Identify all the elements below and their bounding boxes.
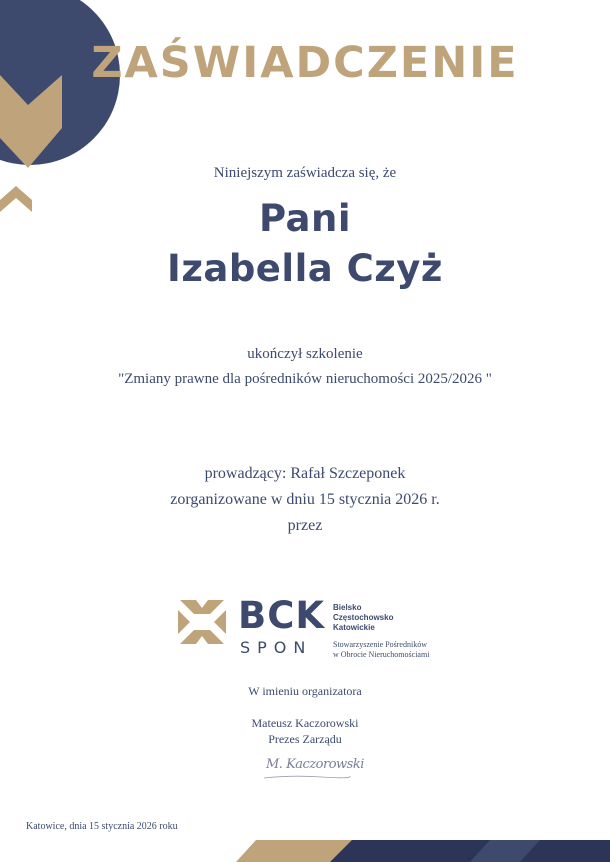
signature-underline	[262, 773, 352, 781]
certificate-title: ZAŚWIADCZENIE	[91, 38, 519, 88]
instructor-text: prowadzący: Rafał Szczeponek	[204, 465, 406, 482]
logo-mark-icon	[176, 596, 228, 648]
region-line: Częstochowsko	[333, 613, 394, 622]
region-line: Bielsko	[333, 603, 362, 612]
on-behalf-text: W imieniu organizatora	[248, 684, 362, 698]
recipient-name: Izabella Czyż	[167, 247, 443, 290]
region-line: Katowickie	[333, 623, 375, 632]
signer-name: Mateusz Kaczorowski	[251, 716, 359, 730]
logo-bck: BCK	[238, 594, 326, 637]
bottom-decoration	[0, 840, 610, 862]
top-left-decoration	[0, 0, 130, 215]
course-title: "Zmiany prawne dla pośredników nieruchomości 2025/2026 "	[118, 371, 492, 387]
intro-text: Niniejszym zaświadcza się, że	[213, 165, 397, 181]
logo-region	[333, 603, 393, 633]
organizer-logo	[176, 592, 466, 664]
signer-role: Prezes Zarządu	[268, 732, 342, 746]
completed-text: ukończył szkolenie	[247, 346, 363, 362]
logo-association	[333, 640, 429, 660]
footer-place-date: Katowice, dnia 15 stycznia 2026 roku	[26, 821, 178, 832]
by-text: przez	[287, 517, 323, 534]
signature: M. Kaczorowski	[266, 757, 364, 772]
salutation: Pani	[258, 197, 352, 240]
organized-date: zorganizowane w dniu 15 stycznia 2026 r.	[170, 491, 440, 508]
association-line: Stowarzyszenie Pośredników	[333, 640, 427, 649]
logo-spon: SPON	[240, 638, 313, 657]
association-line: w Obrocie Nieruchomościami	[333, 650, 430, 659]
